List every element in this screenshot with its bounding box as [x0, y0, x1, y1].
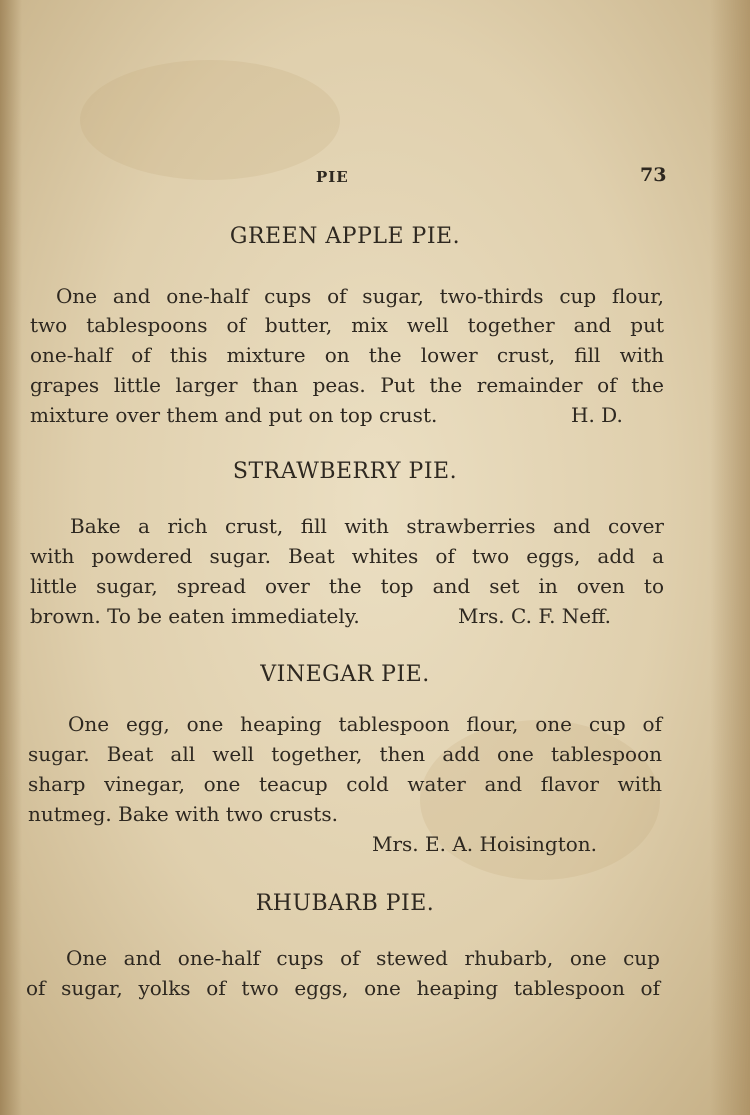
recipe-title: RHUBARB PIE.: [255, 891, 435, 916]
recipe-line: grapes little larger than peas. Put the remainder of the: [30, 373, 664, 397]
recipe-line: sharp vinegar, one teacup cold water and flavor with: [28, 772, 662, 796]
recipe-line: nutmeg. Bake with two crusts.: [28, 802, 338, 826]
recipe-line: of sugar, yolks of two eggs, one heaping tablespoon of: [26, 976, 660, 1000]
paper-stain: [80, 60, 340, 180]
page-gutter-shadow: [0, 0, 22, 1115]
page-edge-shadow: [710, 0, 750, 1115]
recipe-line: one-half of this mixture on the lower crust, fill with: [30, 343, 664, 367]
recipe-title: STRAWBERRY PIE.: [232, 459, 458, 484]
recipe-line: One egg, one heaping tablespoon flour, one cup of: [68, 712, 662, 736]
recipe-title: VINEGAR PIE.: [260, 662, 430, 687]
recipe-line: brown. To be eaten immediately.: [30, 604, 360, 628]
running-head: PIE: [316, 168, 349, 186]
recipe-attribution: Mrs. C. F. Neff.: [458, 604, 611, 628]
recipe-line: sugar. Beat all well together, then add one tablespoon: [28, 742, 662, 766]
recipe-line: One and one-half cups of sugar, two-thirds cup flour,: [56, 284, 664, 308]
recipe-line: mixture over them and put on top crust.: [30, 403, 438, 427]
recipe-title: GREEN APPLE PIE.: [229, 224, 461, 249]
recipe-attribution: H. D.: [571, 403, 623, 427]
recipe-line: One and one-half cups of stewed rhubarb, one cup: [66, 946, 660, 970]
recipe-attribution: Mrs. E. A. Hoisington.: [372, 832, 598, 856]
recipe-line: two tablespoons of butter, mix well together and put: [30, 313, 664, 337]
page-number: 73: [640, 164, 667, 186]
recipe-line: Bake a rich crust, fill with strawberries and cover: [70, 514, 664, 538]
recipe-line: little sugar, spread over the top and set in oven to: [30, 574, 664, 598]
recipe-line: with powdered sugar. Beat whites of two eggs, add a: [30, 544, 664, 568]
